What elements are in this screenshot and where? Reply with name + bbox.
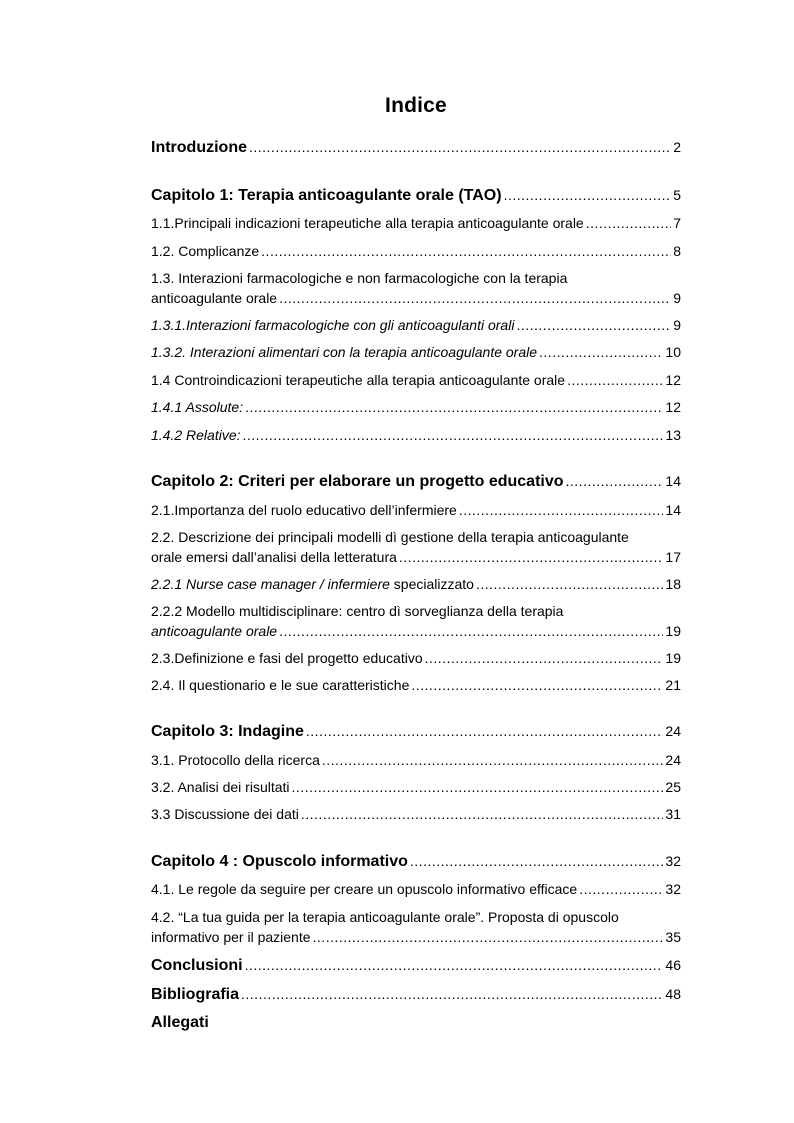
page-title: Indice xyxy=(385,94,447,117)
toc-entry-4-1[interactable] xyxy=(151,879,681,899)
toc-entry-bibliografia[interactable] xyxy=(151,984,681,1005)
toc-entry-first-line: 2.2.2 Modello multidisciplinare: centro dì sorveglianza della terapia xyxy=(151,603,564,619)
toc-entry-2-2[interactable] xyxy=(151,527,681,567)
toc-entry-2-1[interactable] xyxy=(151,500,681,520)
toc-entry-label: 1.4.2 Relative: xyxy=(151,427,241,443)
dot-leader xyxy=(539,342,663,362)
toc-entry-label: 1.1.Principali indicazioni terapeutiche alla terapia anticoagulante orale xyxy=(151,215,584,231)
dot-leader xyxy=(301,804,664,824)
toc-entry-allegati[interactable] xyxy=(151,1013,681,1033)
toc-entry-page: 24 xyxy=(665,752,681,768)
toc-entry-label: 3.2. Analisi dei risultati xyxy=(151,779,290,795)
dot-leader xyxy=(459,500,664,520)
toc-entry-1-1[interactable] xyxy=(151,213,681,233)
toc-entry-label: Capitolo 2: Criteri per elaborare un progetto educativo xyxy=(151,473,564,490)
toc-entry-4-2[interactable] xyxy=(151,907,681,947)
toc-entry-1-2[interactable] xyxy=(151,241,681,261)
toc-entry-label: Capitolo 3: Indagine xyxy=(151,723,304,740)
toc-entry-page: 18 xyxy=(665,576,681,592)
toc-entry-1-4[interactable] xyxy=(151,370,681,390)
toc-entry-label: anticoagulante orale xyxy=(151,623,278,639)
dot-leader xyxy=(243,425,664,445)
toc-entry-label: 2.3.Definizione e fasi del progetto educativo xyxy=(151,650,423,666)
dot-leader xyxy=(322,750,664,770)
toc-entry-2-4[interactable] xyxy=(151,675,681,695)
toc-entry-label: 3.3 Discussione dei dati xyxy=(151,806,299,822)
toc-entry-label: Introduzione xyxy=(151,139,247,156)
toc-entry-page: 48 xyxy=(665,986,681,1002)
toc-entry-page: 12 xyxy=(665,399,681,415)
dot-leader xyxy=(566,471,664,491)
toc-entry-label: orale emersi dall’analisi della letteratura xyxy=(151,549,397,565)
toc-entry-1-4-2[interactable] xyxy=(151,425,681,445)
toc-entry-page: 17 xyxy=(665,549,681,565)
toc-entry-first-line: 4.2. “La tua guida per la terapia anticoagulante orale”. Proposta di opuscolo xyxy=(151,909,619,925)
toc-entry-label: 2.1.Importanza del ruolo educativo dell’infermiere xyxy=(151,502,457,518)
toc-entry-label: 1.3.2. Interazioni alimentari con la terapia anticoagulante orale xyxy=(151,344,538,360)
toc-entry-label: Conclusioni xyxy=(151,957,243,974)
toc-entry-page: 8 xyxy=(673,243,681,259)
toc-entry-1-3[interactable] xyxy=(151,268,681,308)
toc-entry-page: 19 xyxy=(665,650,681,666)
dot-leader xyxy=(399,547,664,567)
dot-leader xyxy=(306,721,664,741)
dot-leader xyxy=(245,955,664,975)
toc-entry-label-normal: specializzato xyxy=(389,576,474,592)
toc-entry-1-3-2[interactable] xyxy=(151,342,681,362)
toc-entry-page: 46 xyxy=(665,957,681,973)
toc-entry-2-2-1[interactable] xyxy=(151,574,681,594)
toc-entry-3-3[interactable] xyxy=(151,804,681,824)
toc-entry-label: 4.1. Le regole da seguire per creare un opuscolo informativo efficace xyxy=(151,881,578,897)
toc-entry-capitolo-1[interactable] xyxy=(151,185,681,206)
toc-entry-1-3-1[interactable] xyxy=(151,315,681,335)
toc-entry-label xyxy=(151,574,476,594)
toc-entry-label: 1.4 Controindicazioni terapeutiche alla terapia anticoagulante orale xyxy=(151,372,566,388)
dot-leader xyxy=(249,137,671,157)
toc-entry-label: Bibliografia xyxy=(151,986,240,1003)
toc-entry-2-2-2[interactable] xyxy=(151,601,681,641)
toc-entry-page: 32 xyxy=(665,881,681,897)
toc-entry-capitolo-4[interactable] xyxy=(151,851,681,872)
toc-entry-label: 1.2. Complicanze xyxy=(151,243,260,259)
toc-entry-2-3[interactable] xyxy=(151,648,681,668)
toc-entry-label: 1.4.1 Assolute: xyxy=(151,399,244,415)
dot-leader xyxy=(279,288,671,308)
dot-leader xyxy=(241,984,663,1004)
toc-entry-conclusioni[interactable] xyxy=(151,955,681,976)
dot-leader xyxy=(567,370,663,390)
toc-entry-page: 9 xyxy=(673,317,681,333)
toc-entry-page: 24 xyxy=(665,723,681,739)
toc-entry-page: 7 xyxy=(673,215,681,231)
toc-entry-label: informativo per il paziente xyxy=(151,929,311,945)
toc-entry-page: 9 xyxy=(673,290,681,306)
dot-leader xyxy=(516,315,671,335)
dot-leader xyxy=(279,621,663,641)
dot-leader xyxy=(579,879,663,899)
dot-leader xyxy=(411,675,663,695)
toc-entry-introduzione[interactable] xyxy=(151,137,681,158)
toc-entry-page: 10 xyxy=(665,344,681,360)
toc-entry-1-4-1[interactable] xyxy=(151,397,681,417)
dot-leader xyxy=(292,777,664,797)
toc-entry-first-line: 2.2. Descrizione dei principali modelli dì gestione della terapia anticoagulante xyxy=(151,529,629,545)
toc-entry-page: 25 xyxy=(665,779,681,795)
dot-leader xyxy=(410,851,664,871)
dot-leader xyxy=(425,648,664,668)
toc-entry-page: 35 xyxy=(665,929,681,945)
toc-entry-label: 1.3.1.Interazioni farmacologiche con gli anticoagulanti orali xyxy=(151,317,515,333)
toc-entry-label: 2.4. Il questionario e le sue caratteristiche xyxy=(151,677,410,693)
toc-entry-page: 32 xyxy=(665,853,681,869)
toc-entry-label: anticoagulante orale xyxy=(151,290,278,306)
toc-entry-label: Capitolo 1: Terapia anticoagulante orale (TAO) xyxy=(151,187,502,204)
toc-entry-page: 14 xyxy=(665,502,681,518)
dot-leader xyxy=(245,397,663,417)
toc-entry-page: 2 xyxy=(673,139,681,155)
toc-entry-page: 21 xyxy=(665,677,681,693)
dot-leader xyxy=(504,185,672,205)
toc-entry-capitolo-2[interactable] xyxy=(151,471,681,492)
toc-entry-page: 31 xyxy=(665,806,681,822)
toc-entry-page: 14 xyxy=(665,473,681,489)
toc-entry-capitolo-3[interactable] xyxy=(151,721,681,742)
toc-entry-page: 5 xyxy=(673,187,681,203)
toc-entry-label: Allegati xyxy=(151,1014,209,1031)
toc-entry-first-line: 1.3. Interazioni farmacologiche e non farmacologiche con la terapia xyxy=(151,270,568,286)
toc-entry-3-1[interactable] xyxy=(151,750,681,770)
dot-leader xyxy=(586,213,671,233)
toc-entry-page: 13 xyxy=(665,427,681,443)
toc-entry-label: Capitolo 4 : Opuscolo informativo xyxy=(151,853,408,870)
toc-entry-label-italic: 2.2.1 Nurse case manager / infermiere xyxy=(151,576,390,592)
dot-leader xyxy=(313,927,664,947)
toc-entry-page: 12 xyxy=(665,372,681,388)
toc-entry-page: 19 xyxy=(665,623,681,639)
toc-entry-label: 3.1. Protocollo della ricerca xyxy=(151,752,320,768)
dot-leader xyxy=(476,574,663,594)
dot-leader xyxy=(261,241,671,261)
toc-entry-3-2[interactable] xyxy=(151,777,681,797)
